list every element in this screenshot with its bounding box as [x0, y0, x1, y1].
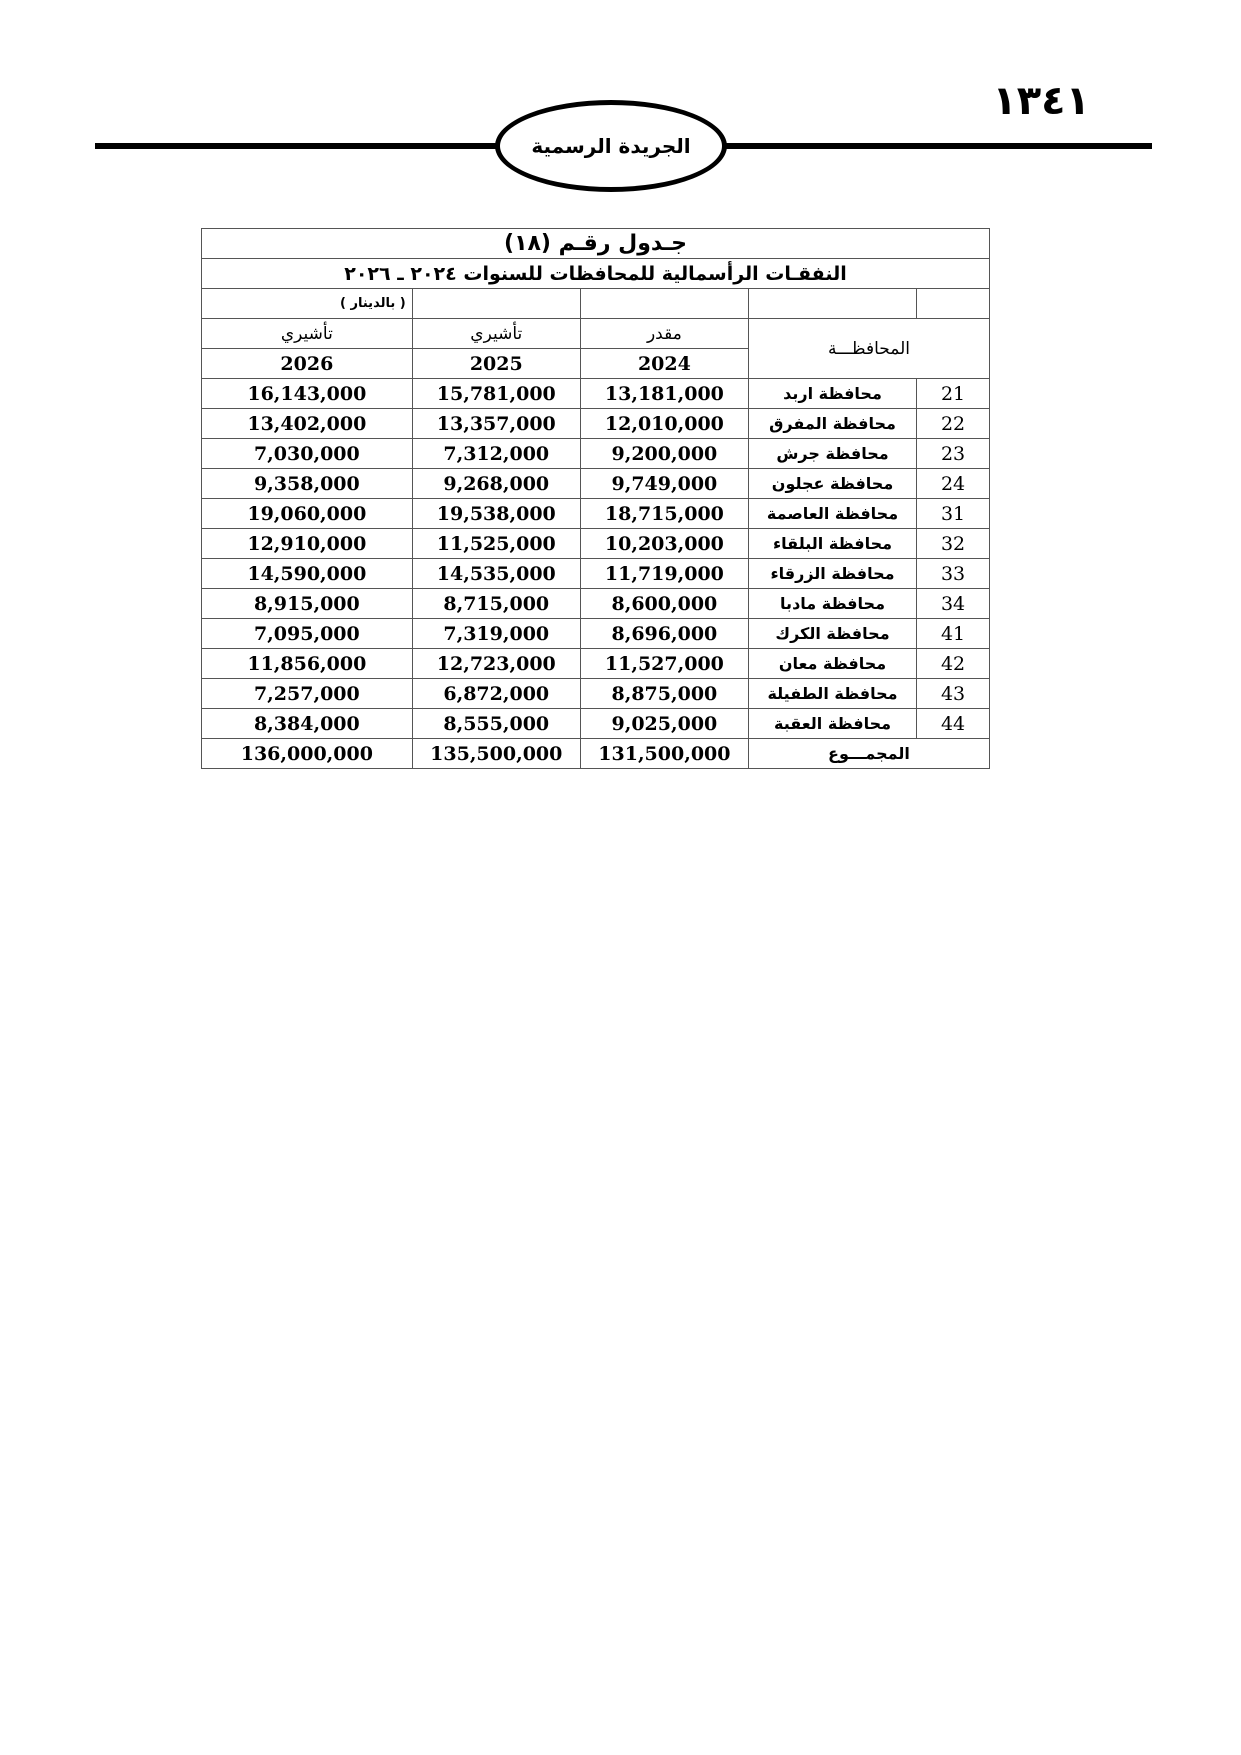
chapter-code: 34	[917, 589, 990, 619]
value-2024: 11,527,000	[580, 649, 748, 679]
value-2024: 11,719,000	[580, 559, 748, 589]
table-row	[202, 439, 990, 469]
value-2026: 8,915,000	[202, 589, 413, 619]
table-title: جـدول رقـم (١٨)	[202, 229, 990, 259]
chapter-code: 23	[917, 439, 990, 469]
value-2025: 12,723,000	[412, 649, 580, 679]
header-rule-left	[95, 143, 500, 149]
value-2025: 8,715,000	[412, 589, 580, 619]
masthead-title: الجريدة الرسمية	[531, 134, 691, 158]
empty-cell	[917, 289, 990, 319]
table-subtitle: النفقـات الرأسمالية للمحافظات للسنوات ٢٠٢٤ ـ ٢٠٢٦	[202, 259, 990, 289]
table-row	[202, 379, 990, 409]
value-2025: 9,268,000	[412, 469, 580, 499]
value-2026: 7,257,000	[202, 679, 413, 709]
value-2025: 6,872,000	[412, 679, 580, 709]
empty-cell	[412, 289, 580, 319]
page-number: ١٣٤١	[992, 78, 1090, 124]
chapter-code: 24	[917, 469, 990, 499]
value-2026: 13,402,000	[202, 409, 413, 439]
value-2026: 16,143,000	[202, 379, 413, 409]
chapter-code: 32	[917, 529, 990, 559]
value-2025: 7,319,000	[412, 619, 580, 649]
column-type-2026: تأشيري	[202, 319, 413, 349]
governorate-name: محافظة الزرقاء	[748, 559, 916, 589]
empty-cell	[748, 289, 916, 319]
value-2026: 8,384,000	[202, 709, 413, 739]
governorate-name: محافظة العاصمة	[748, 499, 916, 529]
table-row	[202, 499, 990, 529]
table-row	[202, 649, 990, 679]
value-2026: 12,910,000	[202, 529, 413, 559]
chapter-code: 33	[917, 559, 990, 589]
year-header-2024: 2024	[580, 349, 748, 379]
value-2025: 11,525,000	[412, 529, 580, 559]
table-row	[202, 619, 990, 649]
unit-cell	[202, 289, 413, 319]
column-type-2024: مقدر	[580, 319, 748, 349]
chapter-code: 43	[917, 679, 990, 709]
governorate-name: محافظة الكرك	[748, 619, 916, 649]
governorate-name: محافظة المفرق	[748, 409, 916, 439]
total-2025: 135,500,000	[412, 739, 580, 769]
chapter-code: 44	[917, 709, 990, 739]
table-row	[202, 709, 990, 739]
table-row	[202, 409, 990, 439]
value-2024: 8,696,000	[580, 619, 748, 649]
governorate-name: محافظة جرش	[748, 439, 916, 469]
value-2026: 7,030,000	[202, 439, 413, 469]
value-2024: 8,875,000	[580, 679, 748, 709]
total-2024: 131,500,000	[580, 739, 748, 769]
value-2025: 19,538,000	[412, 499, 580, 529]
table-row	[202, 589, 990, 619]
value-2024: 9,200,000	[580, 439, 748, 469]
currency-unit: ( بالدينار )	[340, 296, 406, 311]
year-header-2025: 2025	[412, 349, 580, 379]
total-label: المجمـــوع	[748, 739, 989, 769]
chapter-code: 41	[917, 619, 990, 649]
value-2024: 12,010,000	[580, 409, 748, 439]
governorate-name: محافظة عجلون	[748, 469, 916, 499]
table-row	[202, 679, 990, 709]
value-2024: 9,749,000	[580, 469, 748, 499]
total-2026: 136,000,000	[202, 739, 413, 769]
chapter-code: 21	[917, 379, 990, 409]
governorate-column-header: المحافظـــة	[748, 319, 989, 379]
header-rule-right	[720, 143, 1152, 149]
empty-cell	[580, 289, 748, 319]
value-2026: 9,358,000	[202, 469, 413, 499]
table-row	[202, 529, 990, 559]
total-row	[202, 739, 990, 769]
value-2025: 14,535,000	[412, 559, 580, 589]
governorate-name: محافظة اربد	[748, 379, 916, 409]
value-2026: 11,856,000	[202, 649, 413, 679]
governorate-name: محافظة العقبة	[748, 709, 916, 739]
table-row	[202, 469, 990, 499]
value-2024: 13,181,000	[580, 379, 748, 409]
chapter-code: 22	[917, 409, 990, 439]
value-2024: 8,600,000	[580, 589, 748, 619]
governorate-name: محافظة مادبا	[748, 589, 916, 619]
governorate-name: محافظة الطفيلة	[748, 679, 916, 709]
year-header-2026: 2026	[202, 349, 413, 379]
gazette-masthead-oval	[495, 100, 727, 192]
value-2026: 19,060,000	[202, 499, 413, 529]
value-2024: 10,203,000	[580, 529, 748, 559]
chapter-code: 31	[917, 499, 990, 529]
governorate-name: محافظة البلقاء	[748, 529, 916, 559]
capital-expenditure-table	[201, 228, 990, 769]
table-row	[202, 559, 990, 589]
governorate-name: محافظة معان	[748, 649, 916, 679]
value-2026: 14,590,000	[202, 559, 413, 589]
chapter-code: 42	[917, 649, 990, 679]
value-2025: 7,312,000	[412, 439, 580, 469]
value-2025: 13,357,000	[412, 409, 580, 439]
value-2024: 18,715,000	[580, 499, 748, 529]
value-2024: 9,025,000	[580, 709, 748, 739]
column-type-2025: تأشيري	[412, 319, 580, 349]
value-2025: 15,781,000	[412, 379, 580, 409]
value-2025: 8,555,000	[412, 709, 580, 739]
value-2026: 7,095,000	[202, 619, 413, 649]
